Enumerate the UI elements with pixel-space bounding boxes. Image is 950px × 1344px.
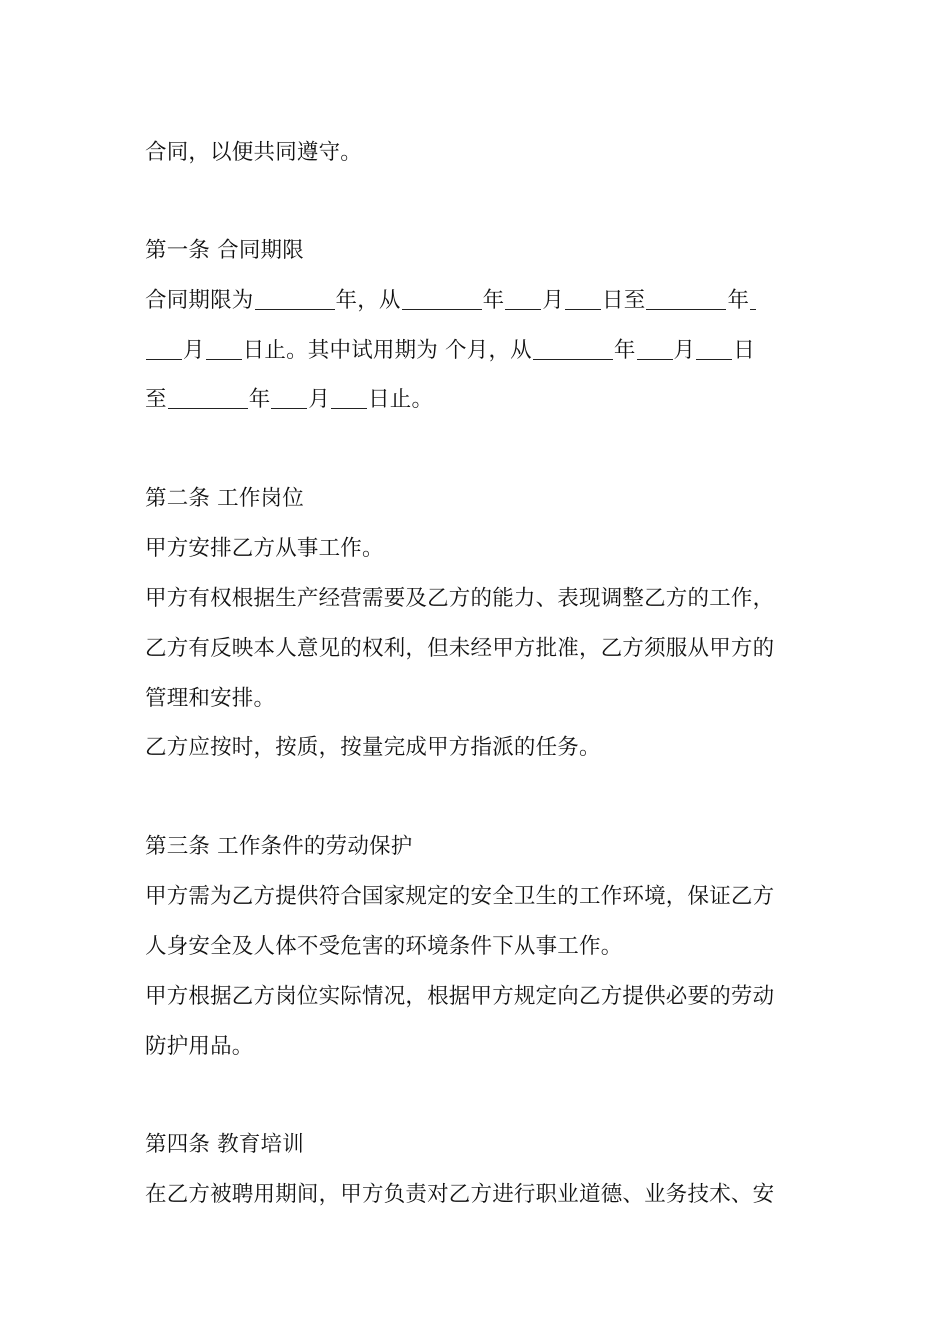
fill-blank <box>505 289 541 310</box>
article3-paragraph: 甲方根据乙方岗位实际情况，根据甲方规定向乙方提供必要的劳动 <box>145 984 775 1009</box>
text-segment: 至 <box>145 387 167 412</box>
fill-blank <box>271 388 307 409</box>
fill-blank <box>533 339 613 360</box>
fill-blank <box>168 388 248 409</box>
article1-line3 <box>145 385 815 415</box>
article3-paragraph: 防护用品。 <box>145 1034 254 1059</box>
article1-line2 <box>145 336 815 366</box>
text-segment: 合同期限为 <box>145 288 254 313</box>
fill-blank <box>402 289 482 310</box>
text-segment: 月 <box>542 288 565 313</box>
text-segment: 日 <box>733 338 755 363</box>
fill-blank <box>331 388 367 409</box>
article2-paragraph: 乙方应按时，按质，按量完成甲方指派的任务。 <box>145 735 601 760</box>
fill-blank <box>696 339 732 360</box>
fill-blank <box>565 289 601 310</box>
fill-blank <box>637 339 673 360</box>
article2-heading: 第二条 工作岗位 <box>145 486 304 511</box>
article2-paragraph: 甲方有权根据生产经营需要及乙方的能力、表现调整乙方的工作， <box>145 586 775 611</box>
text-segment: 年 <box>613 338 636 363</box>
text-segment: 日止。其中试用期为 个月，从 <box>242 338 532 363</box>
text-segment: 日止。 <box>368 387 434 412</box>
intro-tail-line: 合同，以便共同遵守。 <box>145 140 363 165</box>
article2-paragraph: 管理和安排。 <box>145 686 276 711</box>
article1-line1 <box>145 286 815 316</box>
fill-blank <box>146 339 182 360</box>
fill-blank <box>255 289 335 310</box>
text-segment: 月 <box>673 338 696 363</box>
article4-heading: 第四条 教育培训 <box>145 1132 304 1157</box>
article3-paragraph: 甲方需为乙方提供符合国家规定的安全卫生的工作环境，保证乙方 <box>145 884 775 909</box>
article3-heading: 第三条 工作条件的劳动保护 <box>145 834 413 859</box>
fill-blank <box>206 339 242 360</box>
article4-paragraph: 在乙方被聘用期间，甲方负责对乙方进行职业道德、业务技术、安 <box>145 1182 775 1207</box>
article2-paragraph: 乙方有反映本人意见的权利，但未经甲方批准，乙方须服从甲方的 <box>145 636 775 661</box>
text-segment: 月 <box>308 387 331 412</box>
text-segment: 年 <box>248 387 271 412</box>
text-segment: 年，从 <box>335 288 401 313</box>
fill-blank <box>750 289 756 310</box>
text-segment: 年 <box>482 288 505 313</box>
text-segment: 年 <box>727 288 750 313</box>
article1-heading: 第一条 合同期限 <box>145 238 304 263</box>
article3-paragraph: 人身安全及人体不受危害的环境条件下从事工作。 <box>145 934 623 959</box>
article2-paragraph: 甲方安排乙方从事工作。 <box>145 536 384 561</box>
fill-blank <box>646 289 726 310</box>
text-segment: 日至 <box>602 288 646 313</box>
text-segment: 月 <box>183 338 205 363</box>
